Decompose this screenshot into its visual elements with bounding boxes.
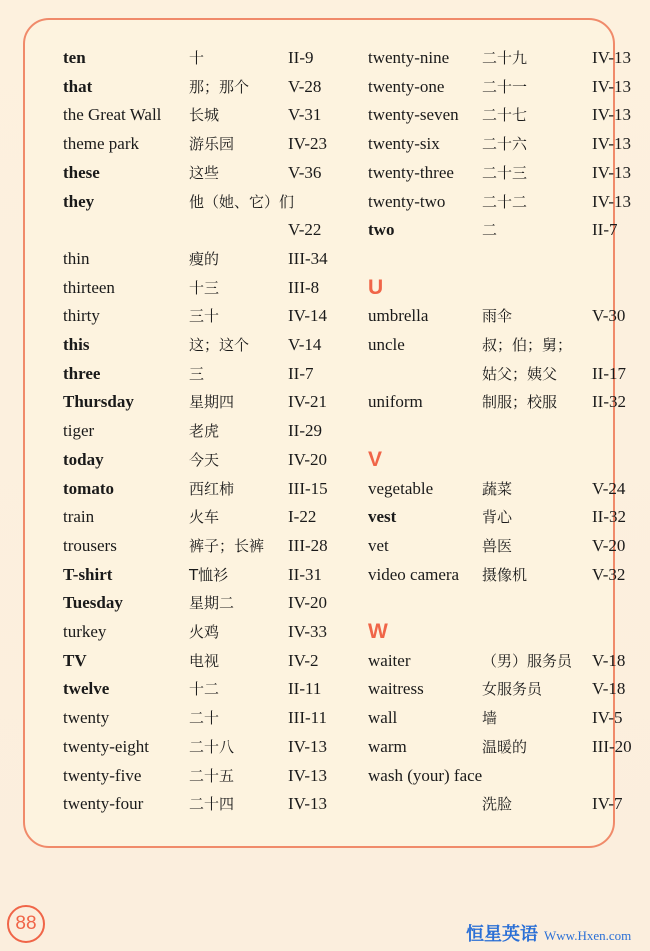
entry-chinese: 这些 [189,163,220,182]
entry-chinese: 温暖的 [482,737,528,756]
entry-chinese: 洗脸 [482,795,513,814]
entry-reference: IV-13 [592,105,632,125]
entry-reference: I-22 [288,507,317,527]
entry-reference: II-7 [592,220,618,240]
entry-reference: V-30 [592,306,626,326]
entry-reference: V-20 [592,535,626,555]
entry-reference: IV-2 [288,650,319,670]
entry-word: vegetable [368,478,434,498]
entry-reference: V-14 [288,335,322,354]
entry-reference: IV-5 [592,708,623,728]
entry-reference: IV-21 [288,392,328,412]
entry-reference: II-29 [288,421,322,441]
entry-chinese: 今天 [189,450,220,469]
entry-chinese: 兽医 [482,536,513,555]
entry-word: Thursday [63,392,134,412]
entry-word: twenty-seven [368,105,459,125]
entry-reference: III-28 [288,535,328,555]
entry-word: twenty-nine [368,48,450,67]
entry-reference: II-7 [288,363,314,383]
entry-reference: IV-13 [288,765,328,785]
entry-chinese: 星期二 [189,594,235,613]
entry-reference: V-31 [288,105,322,125]
entry-reference: IV-13 [592,48,632,67]
entry-reference: V-36 [288,162,322,182]
entry-reference: III-15 [288,478,328,498]
entry-chinese: 雨伞 [482,307,513,326]
entry-chinese: 火鸡 [189,623,220,641]
entry-word: TV [63,650,87,670]
entry-chinese: 二十 [189,709,220,728]
entry-reference: IV-13 [288,794,328,814]
entry-reference: V-32 [592,564,626,584]
entry-reference: IV-20 [288,449,328,469]
entry-chinese: 二十九 [482,49,528,67]
entry-chinese: （男）服务员 [482,651,573,670]
entry-word: thirteen [63,277,115,297]
entry-word: wall [368,708,398,728]
entry-chinese: 二十三 [482,163,528,182]
entry-word: twenty [63,708,110,728]
entry-reference: III-8 [288,277,320,297]
entry-word: twenty-six [368,134,440,154]
entry-chinese: 制服；校服 [482,393,558,412]
entry-word: that [63,76,93,96]
entry-reference: V-24 [592,478,626,498]
entry-word: uncle [368,335,405,354]
entry-reference: II-32 [592,507,626,527]
entry-word: tiger [63,421,95,441]
entry-chinese: 那；那个 [189,77,250,96]
entry-word: twenty-one [368,76,445,96]
watermark-logo [466,924,631,946]
entry-chinese: 二十八 [189,737,235,756]
entry-reference: IV-13 [592,76,632,96]
entry-word: this [63,335,90,354]
entry-chinese: 他（她、它）们 [189,192,295,211]
entry-chinese: 这；这个 [189,336,250,354]
entry-word: two [368,220,395,240]
entry-word: thirty [63,306,100,326]
entry-chinese: 二十七 [482,106,528,125]
entry-word: umbrella [368,306,429,326]
entry-chinese: 二 [482,221,498,240]
entry-word: three [63,363,101,383]
entry-chinese: 姑父；姨父 [482,364,558,383]
entry-word: twelve [63,679,110,699]
entry-chinese: 瘦的 [189,249,220,268]
entry-word: today [63,449,104,469]
entry-word: T-shirt [63,564,113,584]
entry-chinese: 电视 [189,651,220,670]
entry-chinese: 裤子；长裤 [189,536,265,555]
entry-word: thin [63,248,90,268]
entry-word: vest [368,507,397,527]
entry-word: warm [368,736,407,756]
entry-chinese: 二十五 [189,766,235,785]
entry-reference: IV-20 [288,593,328,613]
entry-reference: V-18 [592,679,626,699]
entry-word: vet [368,535,389,555]
entry-chinese: 游乐园 [189,135,235,154]
entry-chinese: 星期四 [189,393,235,412]
entry-reference: III-20 [592,736,632,756]
entry-reference: V-28 [288,76,322,96]
entry-chinese: 背心 [482,508,513,527]
entry-word: twenty-two [368,191,446,211]
entry-chinese: 老虎 [189,422,220,441]
entry-chinese: 二十一 [482,77,528,96]
watermark-site: Www.Hxen.com [544,928,632,943]
entry-reference: II-17 [592,363,626,383]
entry-word: twenty-five [63,765,142,785]
entry-chinese: 二十六 [482,135,528,154]
entry-reference: IV-13 [288,736,328,756]
entry-word: tomato [63,478,114,498]
entry-reference: III-34 [288,248,328,268]
entry-reference: IV-13 [592,134,632,154]
entry-word: waiter [368,650,411,670]
entry-word: theme park [63,134,139,154]
entry-chinese: 女服务员 [482,680,543,699]
entry-reference: II-32 [592,392,626,412]
section-letter: U [368,275,384,299]
entry-word: wash (your) face [368,765,483,785]
glossary-panel [23,18,632,848]
section-letter: V [368,447,383,471]
entry-word: waitress [368,679,424,699]
entry-word: trousers [63,535,117,555]
entry-reference: IV-13 [592,162,632,182]
entry-chinese: 二十二 [482,192,528,211]
entry-word: turkey [63,622,107,641]
entry-chinese: 摄像机 [482,565,528,584]
entry-chinese: 十 [189,49,205,67]
entry-word: video camera [368,564,460,584]
entry-chinese: 长城 [189,106,220,125]
entry-reference: II-31 [288,564,322,584]
entry-word: twenty-eight [63,736,149,756]
entry-reference: IV-33 [288,622,328,641]
entry-reference: IV-14 [288,306,328,326]
entry-reference: IV-13 [592,191,632,211]
section-letter: W [368,620,388,643]
entry-reference: V-22 [288,220,322,240]
entry-word: ten [63,48,86,67]
entry-reference: IV-23 [288,134,328,154]
entry-chinese: 蔬菜 [482,479,513,498]
entry-word: they [63,191,95,211]
entry-chinese: 十二 [189,680,220,699]
entry-chinese: 火车 [189,508,220,527]
entry-word: twenty-three [368,162,454,182]
entry-word: Tuesday [63,593,123,613]
entry-chinese: 西红柿 [189,479,235,498]
entry-word: train [63,507,95,527]
entry-reference: V-18 [592,650,626,670]
watermark-brand: 恒星英语 [466,924,538,945]
entry-reference: II-11 [288,679,322,699]
entry-word: twenty-four [63,794,144,814]
entry-chinese: 叔；伯；舅； [482,336,573,354]
entry-word: these [63,162,100,182]
entry-word: uniform [368,392,423,412]
entry-chinese: T恤衫 [189,565,229,584]
entry-chinese: 三十 [189,307,220,326]
entry-chinese: 十三 [189,278,220,297]
entry-chinese: 三 [189,364,205,383]
entry-reference: IV-7 [592,794,623,814]
entry-reference: II-9 [288,48,314,67]
entry-word: the Great Wall [63,105,162,125]
entry-reference: III-11 [288,708,328,728]
entry-chinese: 二十四 [189,795,235,814]
page-number: 88 [7,905,45,943]
entry-chinese: 墙 [482,709,498,728]
